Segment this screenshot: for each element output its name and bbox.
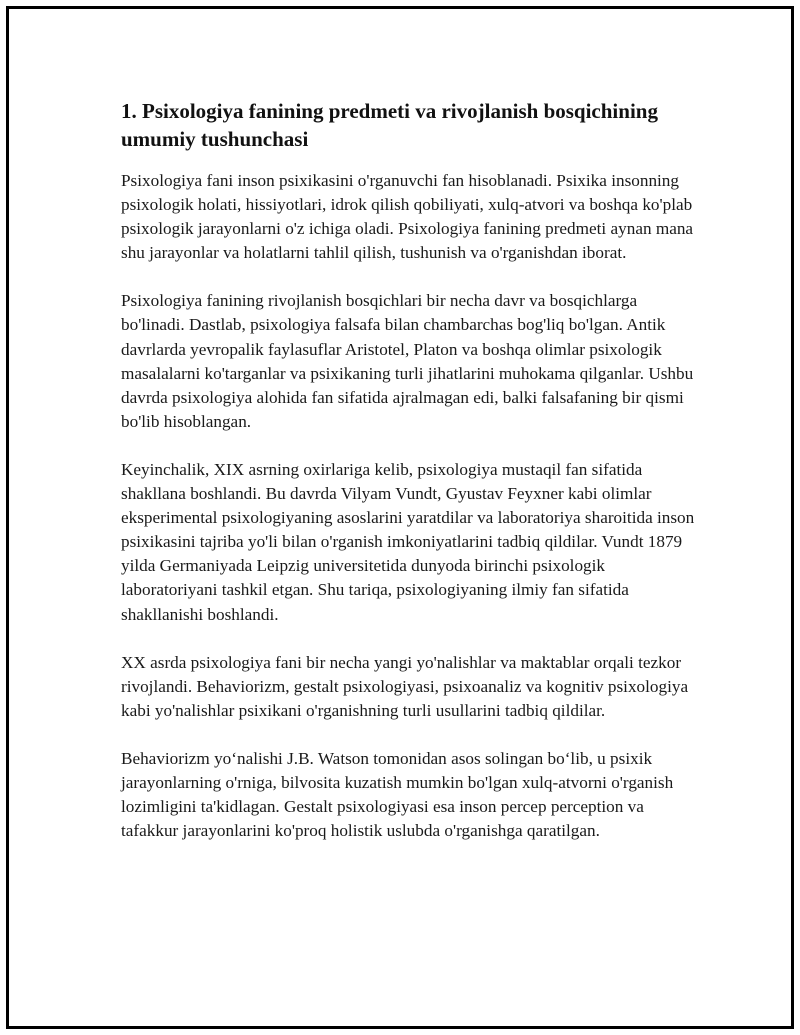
paragraph-early-stages: Psixologiya fanining rivojlanish bosqichlari bir necha davr va bosqichlarga bo'linadi. Dastlab, psixologiya falsafa bilan chambarchas bog'liq bo'lgan. Antik davrlarda yevropalik faylasuflar Aristotel, Platon va boshqa olimlar psixologik masalalarni ko'targanlar va psixikaning turli jihatlarini muhokama qilganlar. Ushbu davrda psixologiya alohida fan sifatida ajralmagan edi, balki falsafaning bir qismi bo'lib hisoblangan. [121, 291, 694, 431]
page-frame [6, 6, 794, 1029]
paragraph-experimental-psychology: Keyinchalik, XIX asrning oxirlariga kelib, psixologiya mustaqil fan sifatida shakllana boshlandi. Bu davrda Vilyam Vundt, Gyustav Feyxner kabi olimlar eksperimental psixologiyaning asoslarini yaratdilar va laboratoriya sharoitida inson psixikasini tajriba yo'li bilan o'rganish imkoniyatlarini tadbiq qildilar. Vundt 1879 yilda Germaniyada Leipzig universitetida dunyoda birinchi psixologik laboratoriyani tashkil etgan. Shu tariqa, psixologiyaning ilmiy fan sifatida shakllanishi boshlandi. [121, 459, 695, 624]
paragraph-twentieth-century: XX asrda psixologiya fani bir necha yangi yo'nalishlar va maktablar orqali tezkor rivojlandi. Behaviorizm, gestalt psixologiyasi, psixoanaliz va kognitiv psixologiya kabi yo'nalishlar psixikani o'rganishning turli usullarini tadbiq qildilar. [121, 652, 689, 720]
document-body [121, 97, 696, 867]
section-heading: 1. Psixologiya fanining predmeti va rivojlanish bosqichining umumiy tushunchasi [121, 99, 658, 151]
paragraph-behaviorism-gestalt: Behaviorizm yo‘nalishi J.B. Watson tomonidan asos solingan bo‘lib, u psixik jarayonlarning o'rniga, bilvosita kuzatish mumkin bo'lgan xulq-atvorni o'rganish lozimligini ta'kidlagan. Gestalt psixologiyasi esa inson percep perception va tafakkur jarayonlarini ko'proq holistik uslubda o'rganishga qaratilgan. [121, 748, 674, 841]
paragraph-subject: Psixologiya fani inson psixikasini o'rganuvchi fan hisoblanadi. Psixika insonning psixologik holati, hissiyotlari, idrok qilish qobiliyati, xulq-atvori va boshqa ko'plab psixologik jarayonlarni o'z ichiga oladi. Psixologiya fanining predmeti aynan mana shu jarayonlar va holatlarni tahlil qilish, tushunish va o'rganishdan iborat. [121, 171, 694, 263]
